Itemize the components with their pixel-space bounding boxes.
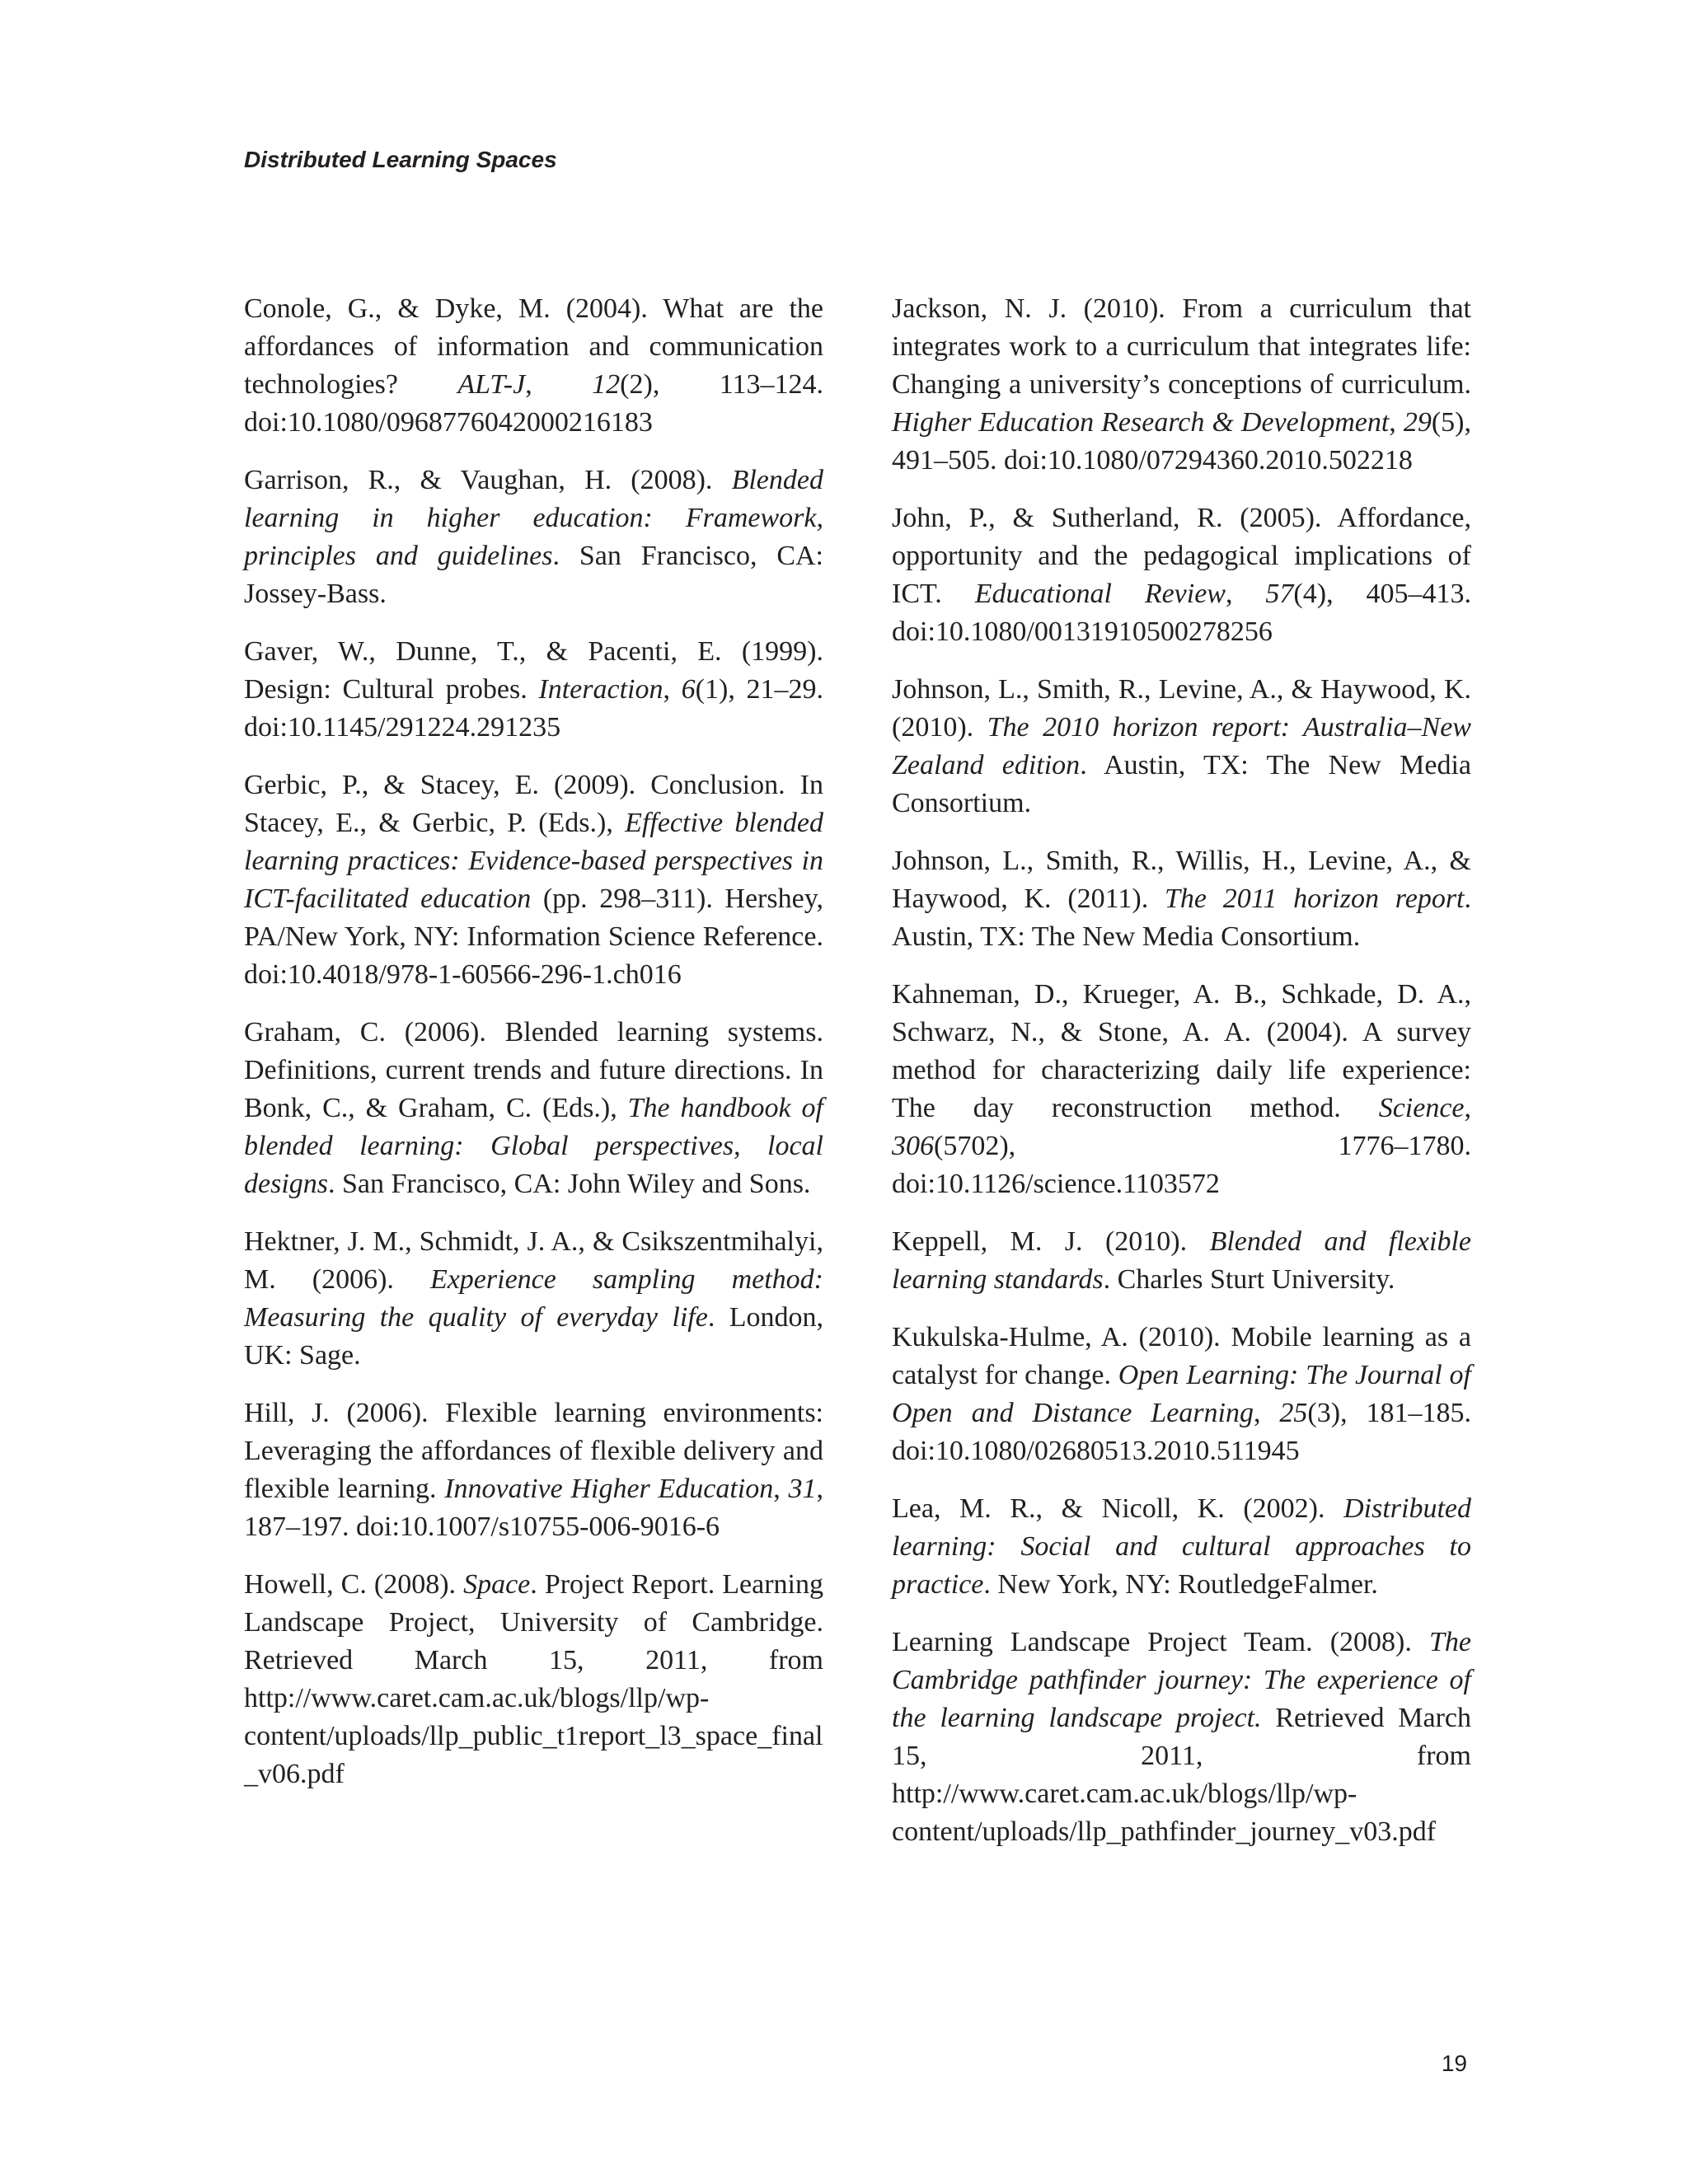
reference-entry-hill-2006 <box>244 1394 823 1546</box>
reference-text: , <box>525 369 593 400</box>
reference-text: . London, UK: Sage. <box>244 1302 823 1371</box>
reference-italic-text: Educational Review <box>974 579 1226 609</box>
reference-text: . Charles Sturt University. <box>1103 1264 1395 1295</box>
running-title: Distributed Learning Spaces <box>244 147 557 172</box>
reference-text: , 187–197. doi:10.1007/s10755-006-9016-6 <box>244 1474 824 1542</box>
reference-text: Hill, J. (2006). Flexible learning environments: Leveraging the affordances of flexible delivery and flexible learning. <box>244 1398 823 1504</box>
reference-italic-text: Interaction <box>538 674 663 705</box>
reference-italic-text: The handbook of blended learning: Global perspectives, local designs <box>244 1093 823 1199</box>
reference-text: Learning Landscape Project Team. (2008). <box>892 1627 1429 1657</box>
reference-text: , <box>663 674 682 705</box>
reference-entry-lea-nicoll-2002 <box>892 1490 1471 1604</box>
reference-text: Keppell, M. J. (2010). <box>892 1226 1210 1257</box>
reference-entry-howell-2008 <box>244 1566 823 1793</box>
reference-text: , <box>773 1474 789 1504</box>
reference-italic-text: The 2010 horizon report: Australia–New Zealand edition <box>892 712 1471 780</box>
reference-text: Conole, G., & Dyke, M. (2004). What are the affordances of information and communication technologies? <box>244 293 823 400</box>
reference-italic-text: 57 <box>1265 579 1294 609</box>
reference-italic-text: Space <box>463 1569 531 1600</box>
reference-text: Gaver, W., Dunne, T., & Pacenti, E. (1999). Design: Cultural probes. <box>244 636 823 705</box>
reference-text: Johnson, L., Smith, R., Levine, A., & Haywood, K. (2010). <box>892 674 1471 743</box>
reference-entry-johnson-2011 <box>892 842 1471 956</box>
reference-entry-graham-2006 <box>244 1014 823 1203</box>
reference-italic-text: Experience sampling method: Measuring the quality of everyday life <box>244 1264 823 1333</box>
reference-text: Hektner, J. M., Schmidt, J. A., & Csikszentmihalyi, M. (2006). <box>244 1226 823 1295</box>
reference-italic-text: Effective blended learning practices: Evidence-based perspectives in ICT-facilitated education <box>244 808 823 914</box>
reference-text: Johnson, L., Smith, R., Willis, H., Levine, A., & Haywood, K. (2011). <box>892 846 1471 914</box>
reference-italic-text: Science <box>1378 1093 1465 1123</box>
reference-text: , <box>1464 1093 1471 1123</box>
reference-text: (2), 113–124. doi:10.1080/0968776042000216183 <box>244 369 824 438</box>
reference-italic-text: ALT-J <box>457 369 526 400</box>
reference-entry-hektner-2006 <box>244 1223 823 1375</box>
reference-italic-text: 25 <box>1279 1398 1308 1428</box>
reference-text: Lea, M. R., & Nicoll, K. (2002). <box>892 1493 1344 1524</box>
reference-entry-garrison-vaughan-2008 <box>244 462 823 613</box>
reference-italic-text: Open Learning: The Journal of Open and Distance Learning <box>892 1360 1471 1428</box>
reference-italic-text: 31 <box>788 1474 817 1504</box>
reference-text: John, P., & Sutherland, R. (2005). Affordance, opportunity and the pedagogical implications of ICT. <box>892 503 1471 609</box>
reference-entry-kahneman-2004 <box>892 976 1471 1203</box>
reference-text: Graham, C. (2006). Blended learning systems. Definitions, current trends and future directions. In Bonk, C., & Graham, C. (Eds.), <box>244 1017 823 1123</box>
reference-italic-text: 6 <box>681 674 696 705</box>
reference-text: Gerbic, P., & Stacey, E. (2009). Conclusion. In Stacey, E., & Gerbic, P. (Eds.), <box>244 770 823 838</box>
reference-text: , <box>1225 579 1266 609</box>
reference-entry-kukulska-hulme-2010 <box>892 1319 1471 1470</box>
reference-text: (5702), 1776–1780. doi:10.1126/science.1103572 <box>892 1131 1471 1199</box>
reference-entry-llp-team-2008 <box>892 1624 1471 1851</box>
reference-text: (4), 405–413. doi:10.1080/00131910500278256 <box>892 579 1471 647</box>
reference-entry-conole-dyke-2004 <box>244 290 823 442</box>
reference-italic-text: Higher Education Research & Development <box>892 407 1390 438</box>
reference-italic-text: The 2011 horizon report <box>1165 883 1465 914</box>
reference-entry-jackson-2010 <box>892 290 1471 480</box>
reference-text: (pp. 298–311). Hershey, PA/New York, NY: Information Science Reference. doi:10.4018/978-1-60566-296-1.ch016 <box>244 883 823 990</box>
reference-italic-text: Distributed learning: Social and cultural approaches to practice <box>892 1493 1471 1600</box>
reference-text: Retrieved March 15, 2011, from http://www.caret.cam.ac.uk/blogs/llp/wp-content/uploads/llp_pathfinder_journey_v03.pdf <box>892 1703 1472 1847</box>
reference-entry-john-sutherland-2005 <box>892 499 1471 651</box>
reference-italic-text: Blended and flexible learning standards <box>892 1226 1471 1295</box>
reference-entry-gaver-1999 <box>244 633 823 747</box>
reference-text: Howell, C. (2008). <box>244 1569 464 1600</box>
reference-text: (3), 181–185. doi:10.1080/02680513.2010.511945 <box>892 1398 1471 1466</box>
reference-italic-text: The Cambridge pathfinder journey: The experience of the learning landscape project. <box>892 1627 1471 1733</box>
reference-italic-text: 12 <box>592 369 621 400</box>
reference-italic-text: Innovative Higher Education <box>444 1474 774 1504</box>
reference-text: . Austin, TX: The New Media Consortium. <box>892 883 1472 952</box>
reference-italic-text: 29 <box>1403 407 1432 438</box>
reference-text: Kukulska-Hulme, A. (2010). Mobile learning as a catalyst for change. <box>892 1322 1471 1390</box>
reference-text: , <box>1389 407 1404 438</box>
reference-text: . San Francisco, CA: John Wiley and Sons. <box>328 1169 811 1199</box>
reference-text: Jackson, N. J. (2010). From a curriculum that integrates work to a curriculum that integrates life: Changing a university’s conceptions of curriculum. <box>892 293 1471 400</box>
reference-text: (5), 491–505. doi:10.1080/07294360.2010.502218 <box>892 407 1471 476</box>
reference-entry-keppell-2010 <box>892 1223 1471 1299</box>
reference-entry-gerbic-stacey-2009 <box>244 766 823 994</box>
references-right-column <box>892 290 1471 1871</box>
reference-italic-text: Blended learning in higher education: Framework, principles and guidelines <box>244 465 823 571</box>
references-left-column <box>244 290 823 1813</box>
reference-text: . New York, NY: RoutledgeFalmer. <box>983 1569 1378 1600</box>
reference-italic-text: 306 <box>892 1131 934 1161</box>
page-number: 19 <box>1441 2050 1467 2076</box>
reference-text: . Project Report. Learning Landscape Project, University of Cambridge. Retrieved March 15, 2011, from http://www.caret.cam.ac.uk/blogs/llp/wp-content/uploads/llp_public_t1report_l3_space_final_v06.pdf <box>244 1569 823 1789</box>
reference-text: Kahneman, D., Krueger, A. B., Schkade, D. A., Schwarz, N., & Stone, A. A. (2004). A survey method for characterizing daily life experience: The day reconstruction method. <box>892 979 1471 1123</box>
reference-text: . San Francisco, CA: Jossey-Bass. <box>244 541 823 609</box>
reference-text: . Austin, TX: The New Media Consortium. <box>892 750 1471 818</box>
reference-text: Garrison, R., & Vaughan, H. (2008). <box>244 465 732 495</box>
reference-text: (1), 21–29. doi:10.1145/291224.291235 <box>244 674 824 743</box>
reference-entry-johnson-2010 <box>892 671 1471 823</box>
reference-text: , <box>1253 1398 1280 1428</box>
